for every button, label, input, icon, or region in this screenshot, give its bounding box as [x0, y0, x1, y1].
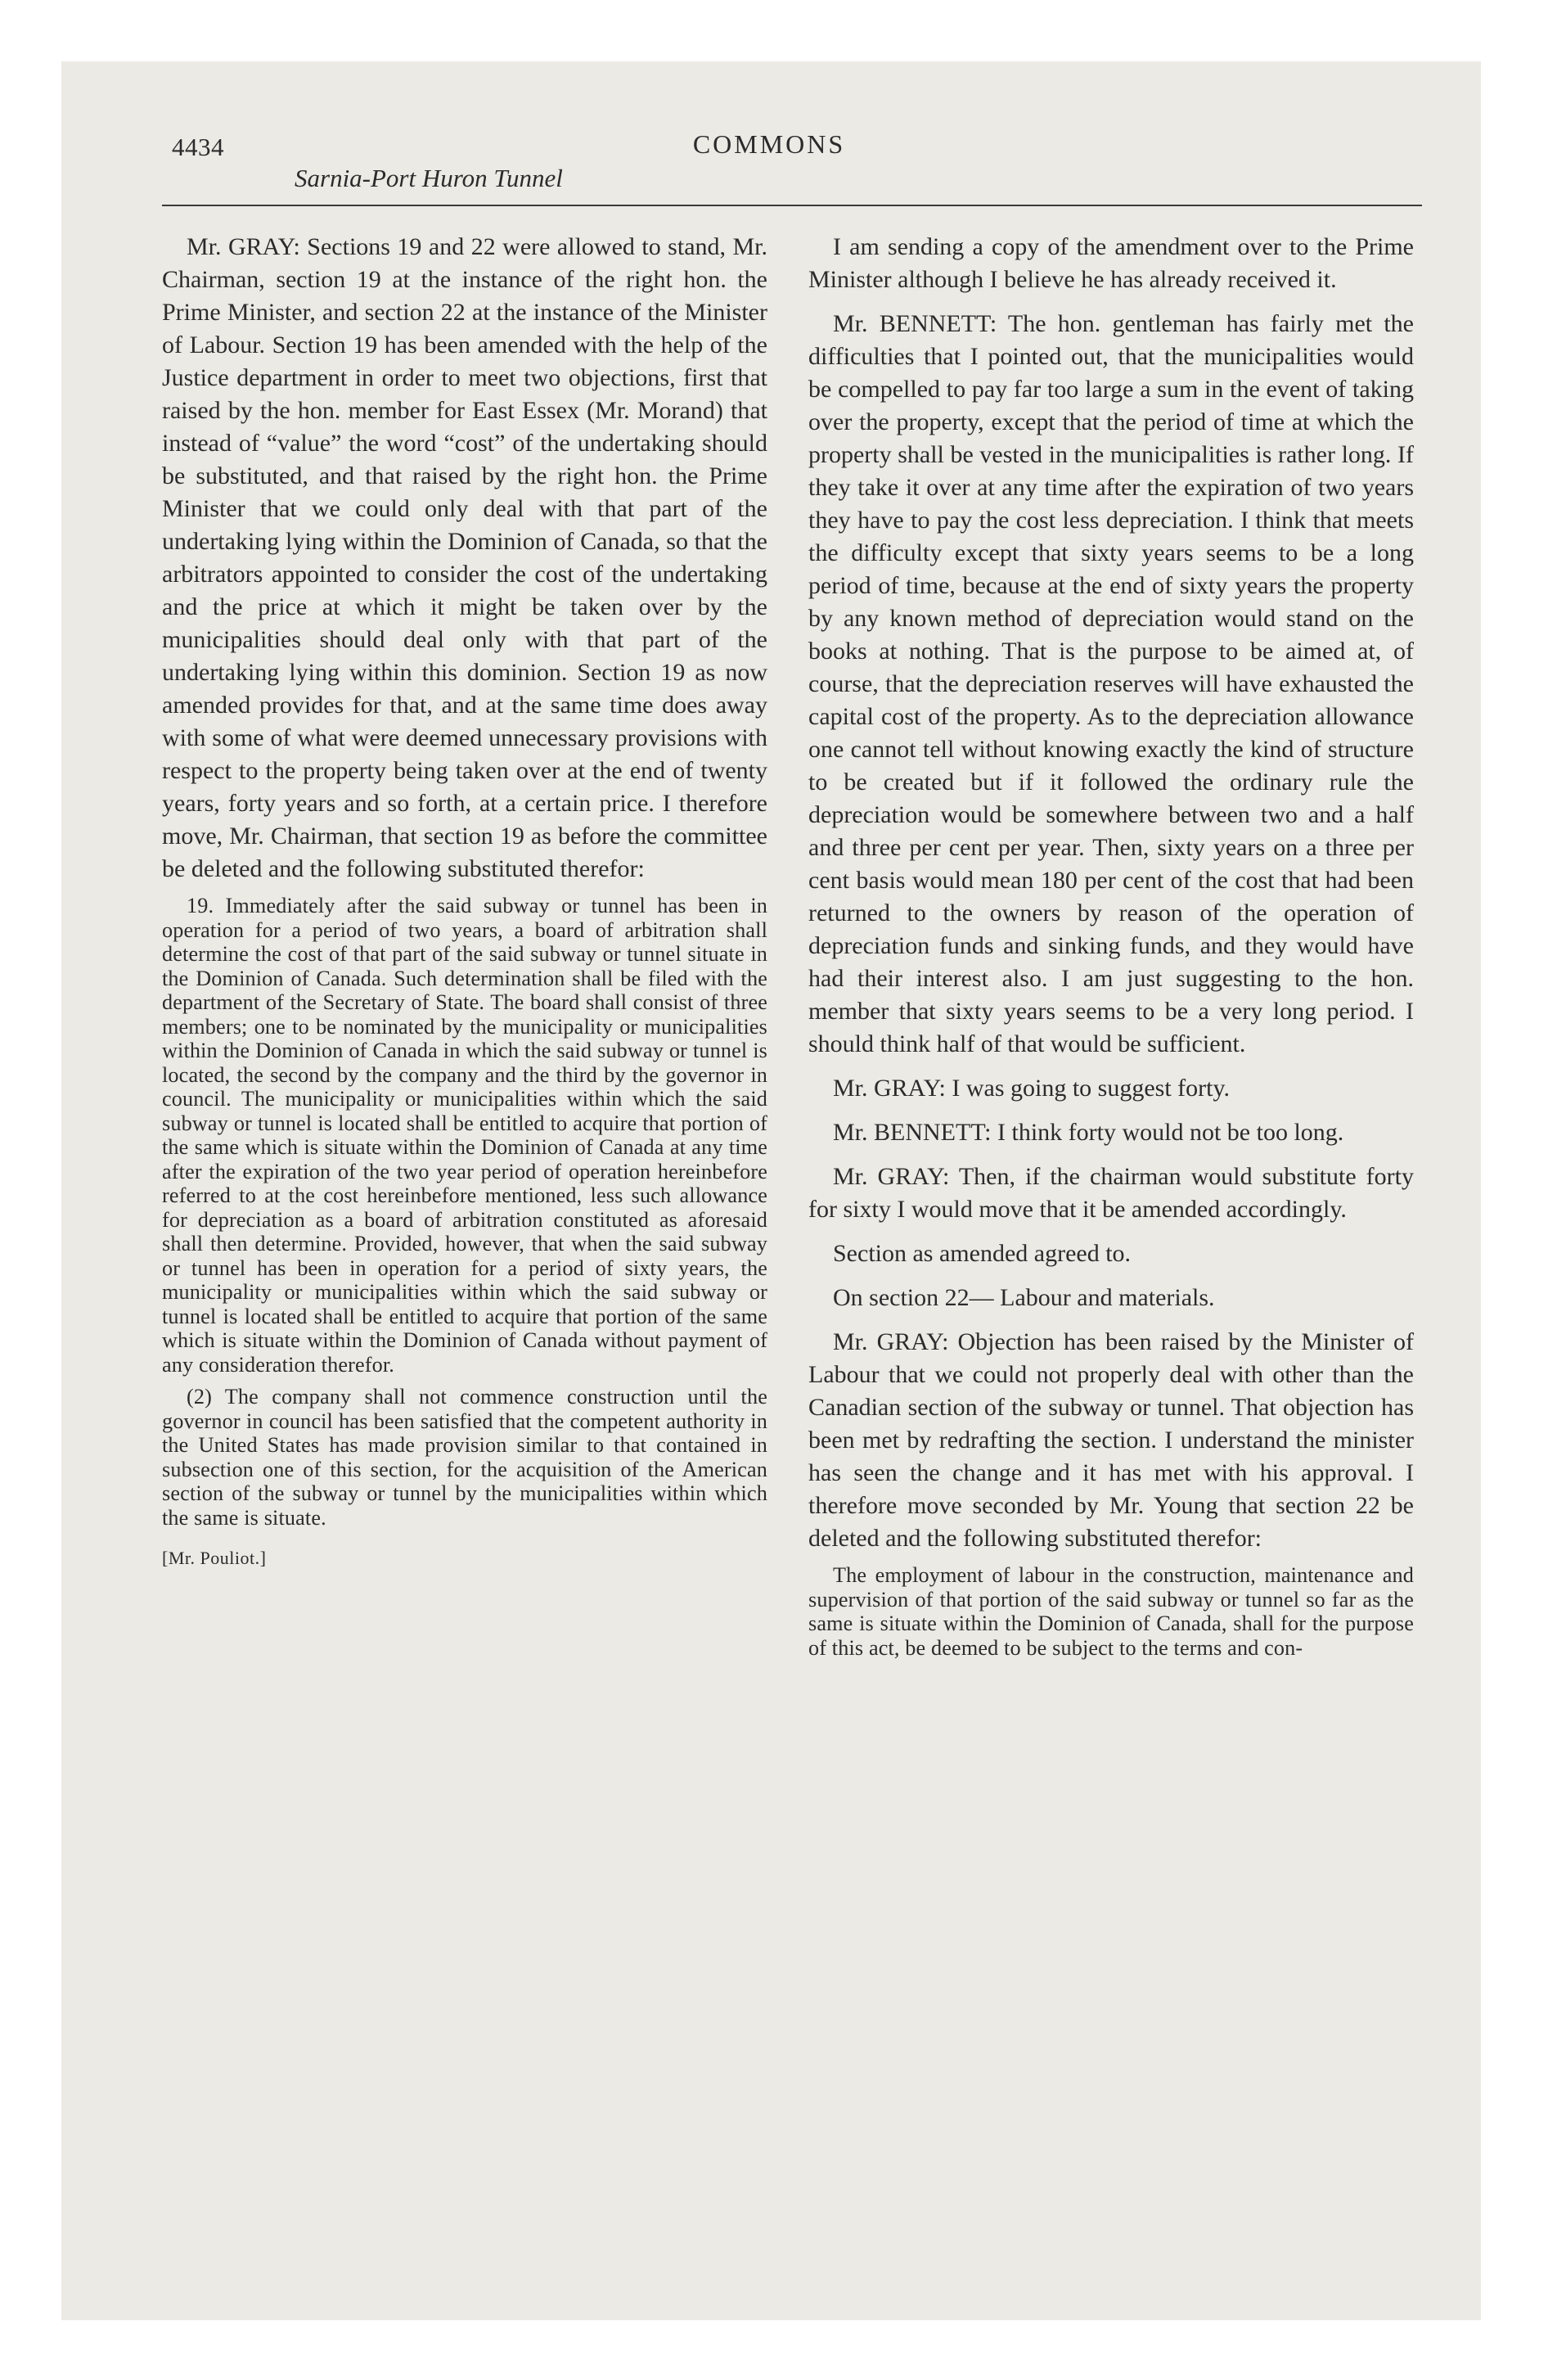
gray-motion-paragraph: Mr. GRAY: Sections 19 and 22 were allowed to stand, Mr. Chairman, section 19 at the instance of the right hon. the Prime Minister, and section 22 at the instance of the Minister of Labour. Section 19 has been amended with the help of the Justice department in order to meet two objections, first that raised by the hon. member for East Essex (Mr. Morand) that instead of “value” the word “cost” of the undertaking should be substituted, and that raised by the right hon. the Prime Minister that we could only deal with that part of the undertaking lying within the Dominion of Canada, so that the arbitrators appointed to consider the cost of the undertaking and the price at which it might be taken over by the municipalities should deal only with that part of the undertaking lying within this dominion. Section 19 as now amended provides for that, and at the same time does away with some of what were deemed unnecessary provisions with respect to the property being taken over at the end of twenty years, forty years and so forth, at a certain price. I therefore move, Mr. Chairman, that section 19 as before the committee be deleted and the following substituted therefor: — [162, 233, 767, 882]
header-rule — [162, 205, 1422, 206]
page-number: 4434 — [172, 133, 224, 161]
left-column — [162, 231, 767, 1569]
footer-speaker-note: [Mr. Pouliot.] — [162, 1548, 267, 1568]
bennett-paragraph: Mr. BENNETT: The hon. gentleman has fairly met the difficulties that I pointed out, that the municipalities would be compelled to pay far too large a sum in the event of taking over the property, except that the period of time at which the property shall be vested in the municipalities is rather long. If they take it over at any time after the expiration of two years they have to pay the cost less depreciation. I think that meets the difficulty except that sixty years seems to be a long period of time, because at the end of sixty years the property by any known method of depreciation would stand on the books at nothing. That is the purpose to be aimed at, of course, that the depreciation reserves will have exhausted the capital cost of the property. As to the depreciation allowance one cannot tell without knowing exactly the kind of structure to be created but if it followed the ordinary rule the depreciation would be somewhere between two and a half and three per cent per year. Then, sixty years on a three per cent basis would mean 180 per cent of the cost that had been returned to the owners by reason of the operation of depreciation funds and sinking funds, and they would have had their interest also. I am just suggesting to the hon. member that sixty years seems to be a very long period. I should think half of that would be sufficient. — [808, 310, 1414, 1057]
page-header — [98, 123, 1440, 213]
section-19-text: 19. Immediately after the said subway or tunnel has been in operation for a period of two years, a board of arbitration shall determine the cost of that part of the said subway or tunnel situate in the Dominion of Canada. Such determination shall be filed with the department of the Secretary of State. The board shall consist of three members; one to be nominated by the municipality or municipalities within the Dominion of Canada in which the said subway or tunnel is located, the second by the company and the third by the governor in council. The municipality or municipalities within which the said subway or tunnel is located shall be entitled to acquire that portion of the same which is situate within the Dominion of Canada at any time after the expiration of the two year period of operation hereinbefore referred to at the cost hereinbefore mentioned, less such allowance for depreciation as a board of arbitration constituted as aforesaid shall then determine. Provided, however, that when the said subway or tunnel has been in operation for a period of sixty years, the municipality or municipalities within which the said subway or tunnel is located shall be entitled to acquire that portion of the same which is situate within the Dominion of Canada without payment of any consideration therefor. — [162, 894, 767, 1377]
gray-substitute-paragraph: Mr. GRAY: Then, if the chairman would substitute forty for sixty I would move that it be amended accordingly. — [808, 1163, 1414, 1223]
gray-section-22-paragraph: Mr. GRAY: Objection has been raised by the Minister of Labour that we could not properly deal with other than the Canadian section of the subway or tunnel. That objection has been met by redrafting the section. I understand the minister has seen the change and it has met with his approval. I therefore move seconded by Mr. Young that section 22 be deleted and the following substituted therefor: — [808, 1328, 1414, 1552]
section-22-text: The employment of labour in the construction, maintenance and supervision of that portion of the said subway or tunnel so far as the same is situate within the Dominion of Canada, shall for the purpose of this act, be deemed to be subject to the terms and con- — [808, 1563, 1414, 1660]
running-subtitle: Sarnia-Port Huron Tunnel — [295, 164, 563, 192]
right-column — [808, 231, 1414, 1660]
agreed-paragraph: Section as amended agreed to. — [833, 1240, 1132, 1267]
copy-sent-paragraph: I am sending a copy of the amendment over to the Prime Minister although I believe he has already received it. — [808, 233, 1414, 293]
section-title: COMMONS — [692, 129, 846, 159]
section-19-subsection-2: (2) The company shall not commence construction until the governor in council has been satisfied that the competent authority in the United States has made provision similar to that contained in subsection one of this section, for the acquisition of the American section of the subway or tunnel by the municipalities within which the same is situate. — [162, 1385, 767, 1530]
bennett-forty-paragraph: Mr. BENNETT: I think forty would not be too long. — [833, 1119, 1344, 1146]
gray-forty-paragraph: Mr. GRAY: I was going to suggest forty. — [833, 1075, 1231, 1102]
section-22-heading: On section 22— Labour and materials. — [833, 1284, 1215, 1311]
